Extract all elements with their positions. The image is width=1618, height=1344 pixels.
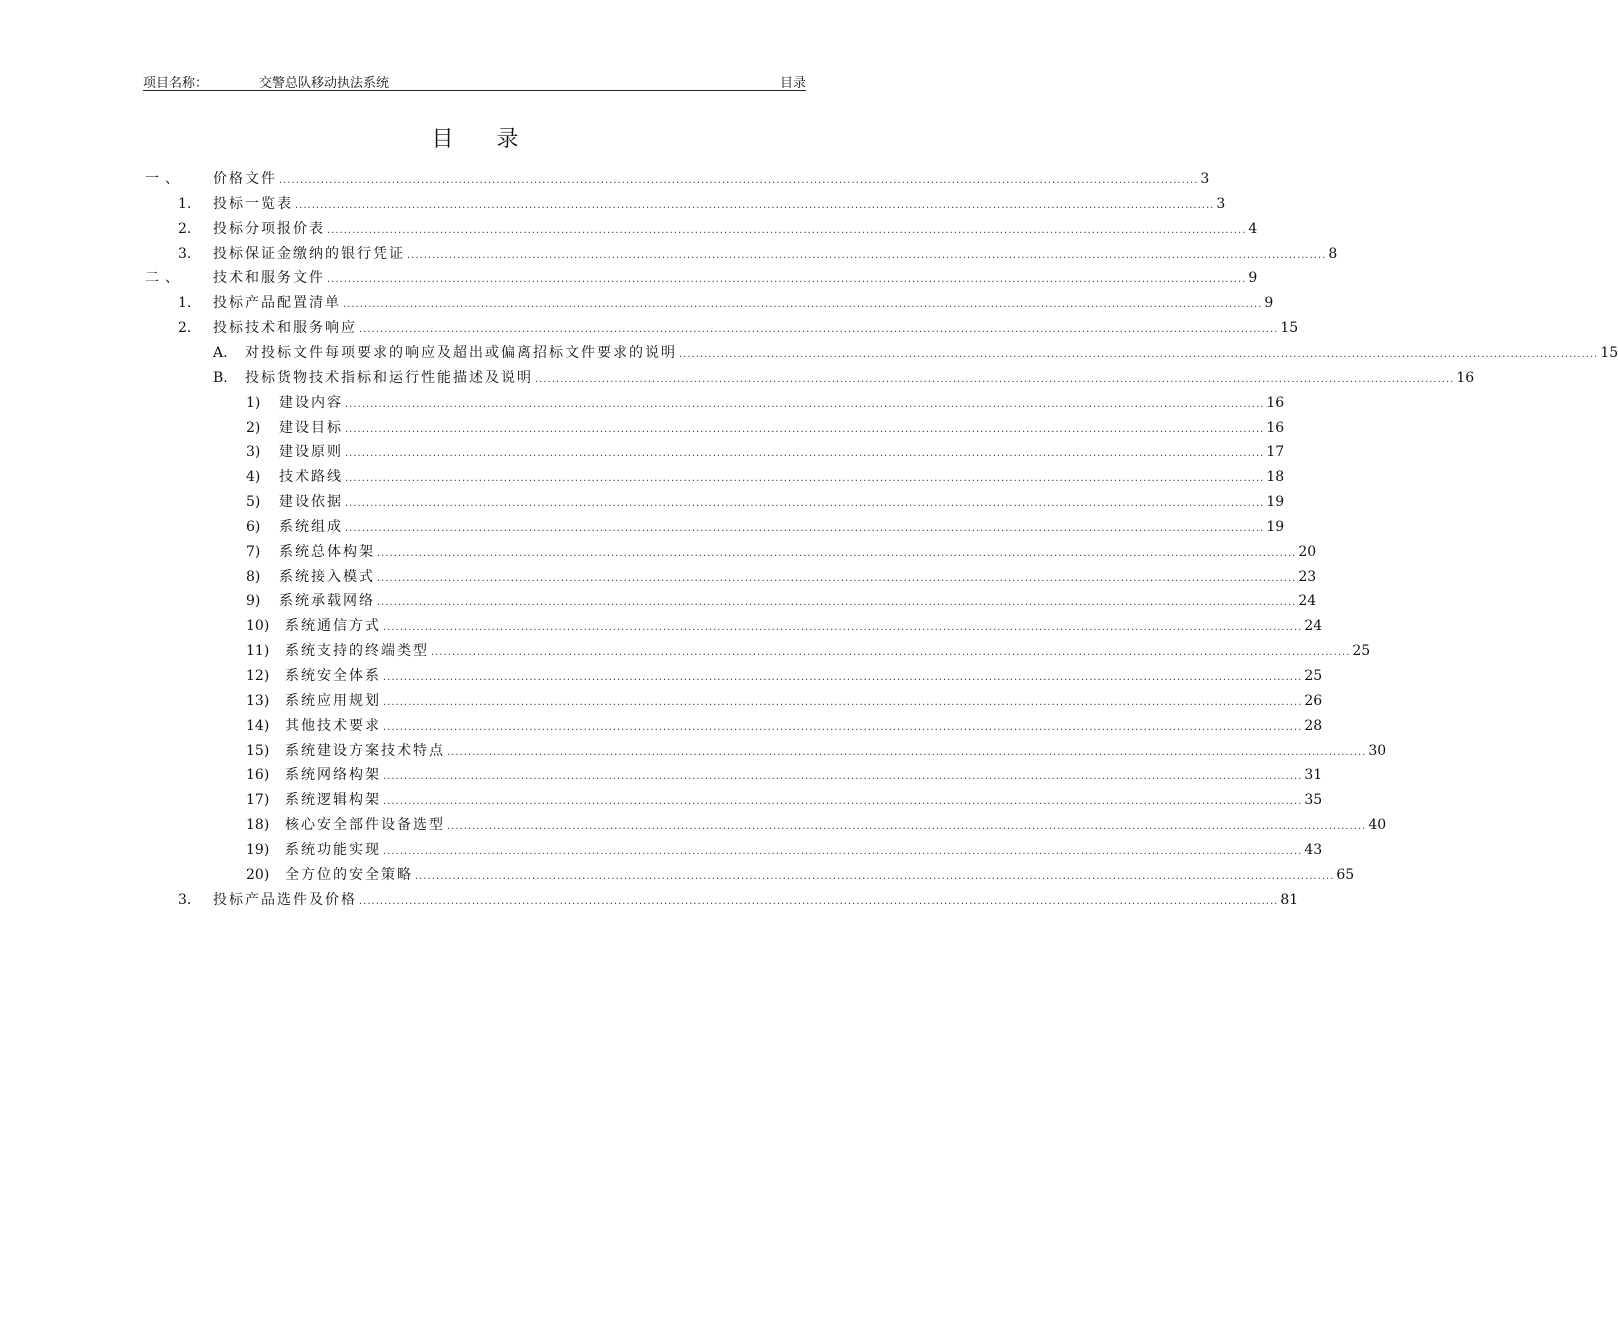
- toc-entry[interactable]: [0, 417, 1285, 439]
- toc-page-number: 81: [1280, 891, 1299, 908]
- toc-label: 系统功能实现: [285, 841, 381, 858]
- toc-leader-dots: ............................................................................................................................................................................................................................: [377, 547, 1297, 559]
- toc-number: 3.: [178, 891, 192, 908]
- toc-label: 技术和服务文件: [213, 270, 325, 287]
- toc-page-number: 31: [1304, 767, 1323, 784]
- toc-leader-dots: ............................................................................................................................................................................................................................: [383, 696, 1303, 708]
- toc-leader-dots: ............................................................................................................................................................................................................................: [279, 175, 1199, 186]
- toc-leader-dots: ............................................................................................................................................................................................................................: [383, 622, 1303, 634]
- toc-number: 8): [246, 568, 261, 585]
- toc-label: 投标一览表: [213, 195, 293, 212]
- toc-leader-dots: ............................................................................................................................................................................................................................: [345, 498, 1265, 510]
- toc-page-number: 19: [1266, 494, 1285, 511]
- toc-label: 投标产品选件及价格: [213, 891, 357, 908]
- toc-entry[interactable]: [0, 193, 1226, 215]
- toc-number: A.: [213, 344, 228, 361]
- toc-label: 投标货物技术指标和运行性能描述及说明: [245, 369, 533, 386]
- toc-leader-dots: ............................................................................................................................................................................................................................: [359, 895, 1279, 907]
- toc-entry[interactable]: [0, 566, 1317, 588]
- toc-number: 3): [246, 444, 261, 461]
- toc-entry[interactable]: [0, 640, 1371, 662]
- toc-number: 5): [246, 494, 261, 511]
- toc-page-number: 24: [1304, 618, 1323, 635]
- toc-label: 投标产品配置清单: [213, 295, 341, 312]
- toc-leader-dots: ............................................................................................................................................................................................................................: [345, 398, 1265, 410]
- toc-leader-dots: ............................................................................................................................................................................................................................: [345, 522, 1265, 534]
- toc-entry[interactable]: [0, 342, 1618, 364]
- toc-label: 投标技术和服务响应: [213, 320, 357, 337]
- toc-number: 9): [246, 593, 261, 610]
- toc-page-number: 23: [1298, 568, 1317, 585]
- toc-page-number: 16: [1266, 419, 1285, 436]
- toc-number: 11): [246, 643, 270, 660]
- toc-label: 建设目标: [279, 419, 343, 436]
- toc-label: 系统承载网络: [279, 593, 375, 610]
- toc-leader-dots: ............................................................................................................................................................................................................................: [343, 299, 1263, 311]
- toc-number: 18): [246, 817, 270, 834]
- toc-entry[interactable]: [0, 243, 1338, 265]
- toc-entry[interactable]: [0, 615, 1323, 637]
- toc-label: 全方位的安全策略: [285, 866, 413, 883]
- toc-leader-dots: ............................................................................................................................................................................................................................: [377, 572, 1297, 584]
- toc-number: 7): [246, 543, 261, 560]
- toc-entry[interactable]: [0, 516, 1285, 538]
- toc-leader-dots: ............................................................................................................................................................................................................................: [327, 224, 1247, 236]
- toc-leader-dots: ............................................................................................................................................................................................................................: [359, 324, 1279, 336]
- toc-leader-dots: ............................................................................................................................................................................................................................: [407, 249, 1327, 261]
- toc-label: 其他技术要求: [285, 717, 381, 734]
- toc-page-number: 17: [1266, 444, 1285, 461]
- toc-label: 系统安全体系: [285, 668, 381, 684]
- toc-leader-dots: ............................................................................................................................................................................................................................: [383, 721, 1303, 733]
- toc-label: 核心安全部件设备选型: [285, 817, 445, 834]
- toc-label: 系统建设方案技术特点: [285, 742, 445, 759]
- toc-page-number: 18: [1266, 469, 1285, 486]
- toc-entry[interactable]: [0, 541, 1317, 563]
- toc-label: 系统组成: [279, 518, 343, 535]
- toc-entry[interactable]: [0, 218, 1258, 240]
- toc-entry[interactable]: [0, 590, 1317, 612]
- toc-leader-dots: ............................................................................................................................................................................................................................: [447, 746, 1367, 758]
- toc-page-number: 26: [1304, 692, 1323, 709]
- project-name: 交警总队移动执法系统: [259, 76, 390, 91]
- project-label: 项目名称：: [143, 76, 209, 91]
- toc-entry[interactable]: [0, 715, 1323, 737]
- toc-page-number: 30: [1368, 742, 1387, 759]
- toc-label: 技术路线: [279, 469, 343, 486]
- toc-page-number: 15: [1600, 344, 1618, 361]
- toc-number: 20): [246, 866, 270, 883]
- toc-entry[interactable]: [0, 392, 1285, 414]
- toc-label: 系统通信方式: [285, 618, 381, 635]
- toc-leader-dots: ............................................................................................................................................................................................................................: [345, 423, 1265, 435]
- toc-page-number: 20: [1298, 543, 1317, 560]
- toc-page-number: 3: [1200, 171, 1210, 187]
- toc-leader-dots: ............................................................................................................................................................................................................................: [345, 473, 1265, 485]
- toc-page-number: 9: [1248, 270, 1258, 287]
- toc-number: 1.: [178, 295, 192, 312]
- toc-label: 系统接入模式: [279, 568, 375, 585]
- toc-leader-dots: ............................................................................................................................................................................................................................: [535, 373, 1455, 385]
- toc-entry[interactable]: [0, 317, 1299, 339]
- toc-label: 建设原则: [279, 444, 343, 461]
- toc-entry[interactable]: [0, 690, 1323, 712]
- toc-entry[interactable]: [0, 168, 1210, 190]
- toc-page-number: 43: [1304, 841, 1323, 858]
- toc-entry[interactable]: [0, 292, 1274, 314]
- toc-entry[interactable]: [0, 889, 1299, 911]
- toc-leader-dots: ............................................................................................................................................................................................................................: [431, 647, 1351, 659]
- toc-entry[interactable]: [0, 466, 1285, 488]
- toc-leader-dots: ............................................................................................................................................................................................................................: [383, 672, 1303, 683]
- toc-number: 14): [246, 717, 270, 734]
- toc-label: 系统逻辑构架: [285, 792, 381, 809]
- toc-number: 15): [246, 742, 270, 759]
- toc-number: 1): [246, 394, 261, 411]
- toc-page-number: 65: [1336, 866, 1355, 883]
- toc-page-number: 16: [1266, 394, 1285, 411]
- toc-page-number: 40: [1368, 817, 1387, 834]
- page-header: [143, 70, 806, 91]
- toc-page-number: 3: [1216, 195, 1226, 212]
- toc-entry[interactable]: [0, 839, 1323, 861]
- toc-number: 13): [246, 692, 270, 709]
- toc-entry[interactable]: [0, 740, 1387, 762]
- toc-number: 二、: [145, 270, 185, 287]
- toc-entry[interactable]: [0, 789, 1323, 811]
- toc-entry[interactable]: [0, 764, 1323, 786]
- toc-page-number: 25: [1352, 643, 1371, 660]
- toc-leader-dots: ............................................................................................................................................................................................................................: [327, 274, 1247, 286]
- toc-page-number: 25: [1304, 668, 1323, 684]
- toc-page-number: 19: [1266, 518, 1285, 535]
- toc-label: 系统总体构架: [279, 543, 375, 560]
- toc-number: 2): [246, 419, 261, 436]
- toc-entry[interactable]: [0, 267, 1258, 289]
- toc-number: 12): [246, 668, 270, 684]
- toc-number: 1.: [178, 195, 192, 212]
- toc-page-number: 8: [1328, 245, 1338, 262]
- toc-label: 建设依据: [279, 494, 343, 511]
- page-title: 目 录: [431, 127, 537, 152]
- toc-entry[interactable]: [0, 441, 1285, 463]
- toc-entry[interactable]: [0, 814, 1387, 836]
- toc-number: B.: [213, 369, 228, 386]
- toc-number: 一、: [145, 171, 185, 187]
- toc-label: 价格文件: [213, 171, 277, 187]
- toc-label: 对投标文件每项要求的响应及超出或偏离招标文件要求的说明: [245, 344, 677, 361]
- toc-label: 系统支持的终端类型: [285, 643, 429, 660]
- toc-label: 建设内容: [279, 394, 343, 411]
- toc-leader-dots: ............................................................................................................................................................................................................................: [383, 845, 1303, 857]
- toc-page-number: 16: [1456, 369, 1475, 386]
- toc-leader-dots: ............................................................................................................................................................................................................................: [345, 448, 1265, 460]
- toc-number: 2.: [178, 220, 192, 237]
- toc-number: 19): [246, 841, 270, 858]
- toc-label: 系统网络构架: [285, 767, 381, 784]
- toc-number: 10): [246, 618, 270, 635]
- toc-page-number: 35: [1304, 792, 1323, 809]
- toc-label: 投标保证金缴纳的银行凭证: [213, 245, 405, 262]
- toc-leader-dots: ............................................................................................................................................................................................................................: [377, 597, 1297, 609]
- toc-page-number: 4: [1248, 220, 1258, 237]
- toc-leader-dots: ............................................................................................................................................................................................................................: [447, 821, 1367, 833]
- toc-entry[interactable]: [0, 367, 1475, 389]
- toc-entry[interactable]: [0, 864, 1355, 886]
- header-section: 目录: [779, 76, 806, 91]
- toc-page-number: 9: [1264, 295, 1274, 312]
- toc-leader-dots: ............................................................................................................................................................................................................................: [383, 771, 1303, 783]
- toc-number: 17): [246, 792, 270, 809]
- toc-leader-dots: ............................................................................................................................................................................................................................: [415, 870, 1335, 882]
- toc-page-number: 24: [1298, 593, 1317, 610]
- toc-label: 系统应用规划: [285, 692, 381, 709]
- toc-number: 4): [246, 469, 261, 486]
- toc-number: 3.: [178, 245, 192, 262]
- toc-page-number: 28: [1304, 717, 1323, 734]
- toc-leader-dots: ............................................................................................................................................................................................................................: [383, 796, 1303, 808]
- toc-label: 投标分项报价表: [213, 220, 325, 237]
- toc-page-number: 15: [1280, 320, 1299, 337]
- toc-number: 2.: [178, 320, 192, 337]
- toc-number: 16): [246, 767, 270, 784]
- toc-leader-dots: ............................................................................................................................................................................................................................: [679, 348, 1599, 360]
- toc-number: 6): [246, 518, 261, 535]
- toc-entry[interactable]: [0, 665, 1323, 687]
- toc-leader-dots: ............................................................................................................................................................................................................................: [295, 199, 1215, 211]
- toc-entry[interactable]: [0, 491, 1285, 513]
